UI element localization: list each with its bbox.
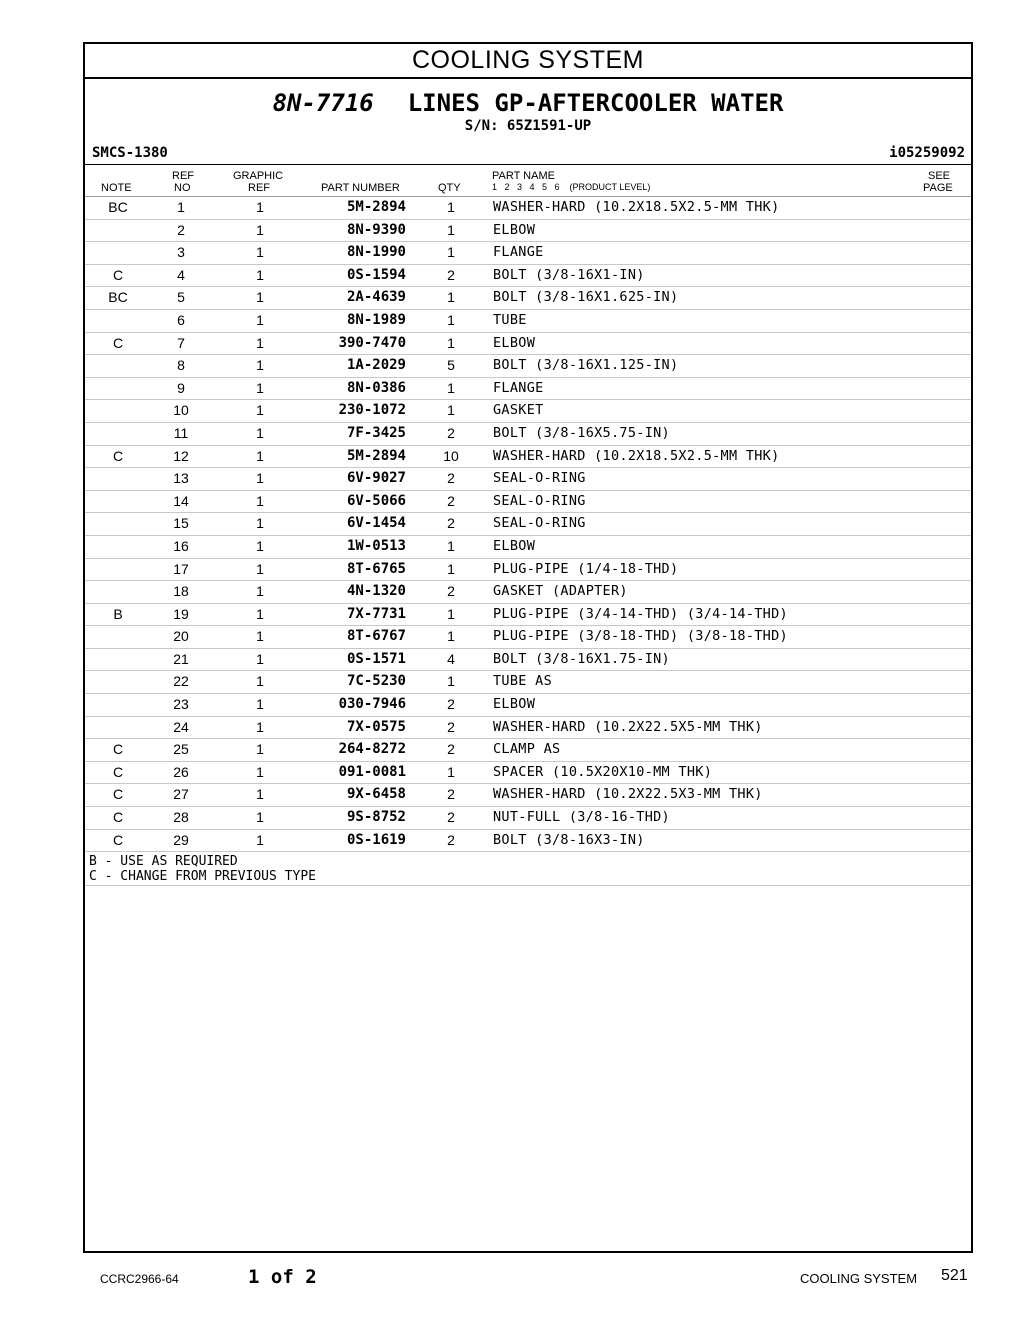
graphic-ref-cell: 1	[256, 763, 264, 780]
qty-cell: 1	[447, 334, 455, 351]
qty-cell: 2	[447, 470, 455, 487]
part-name-cell: WASHER-HARD (10.2X18.5X2.5-MM THK)	[493, 199, 780, 215]
table-row	[85, 671, 971, 694]
table-row	[85, 604, 971, 627]
qty-cell: 1	[447, 673, 455, 690]
ref-no-cell: 6	[177, 311, 185, 328]
part-number-cell: 8N-9390	[346, 221, 406, 238]
graphic-ref-cell: 1	[256, 741, 264, 758]
ref-no-cell: 11	[173, 424, 189, 441]
note-line: C - CHANGE FROM PREVIOUS TYPE	[89, 869, 316, 885]
ref-no-cell: 27	[173, 786, 189, 803]
table-row	[85, 581, 971, 604]
graphic-ref-cell: 1	[256, 515, 264, 532]
ref-no-cell: 9	[177, 379, 185, 396]
part-number-cell: 230-1072	[338, 402, 406, 419]
graphic-ref-cell: 1	[256, 199, 264, 215]
qty-cell: 2	[447, 515, 455, 532]
col-gref-top: GRAPHIC	[233, 170, 284, 182]
table-row	[85, 197, 971, 220]
qty-cell: 1	[447, 763, 455, 780]
serial-number: S/N: 65Z1591-UP	[464, 118, 592, 134]
part-number-cell: 4N-1320	[346, 583, 406, 600]
part-name-cell: BOLT (3/8-16X5.75-IN)	[493, 424, 670, 441]
section-title: COOLING SYSTEM	[85, 44, 971, 79]
footer-section: COOLING SYSTEM	[800, 1271, 918, 1286]
part-number-cell: 0S-1619	[346, 831, 406, 848]
graphic-ref-cell: 1	[256, 809, 264, 826]
table-row	[85, 739, 971, 762]
part-number-cell: 8N-1989	[346, 311, 406, 328]
table-row	[85, 355, 971, 378]
column-header	[85, 165, 971, 197]
ref-no-cell: 2	[177, 221, 185, 238]
qty-cell: 5	[447, 357, 455, 374]
part-name-cell: BOLT (3/8-16X1.625-IN)	[493, 289, 679, 306]
note-cell: C	[112, 447, 124, 464]
part-name-cell: WASHER-HARD (10.2X22.5X5-MM THK)	[493, 718, 763, 735]
part-number-cell: 8T-6765	[346, 560, 406, 577]
part-name-cell: ELBOW	[493, 334, 536, 351]
meta-line	[85, 142, 971, 165]
part-name-cell: SEAL-O-RING	[493, 515, 586, 532]
graphic-ref-cell: 1	[256, 831, 264, 848]
qty-cell: 1	[447, 402, 455, 419]
qty-cell: 2	[447, 718, 455, 735]
qty-cell: 2	[447, 266, 455, 283]
part-name-cell: BOLT (3/8-16X1-IN)	[493, 266, 645, 283]
graphic-ref-cell: 1	[256, 334, 264, 351]
qty-cell: 1	[447, 379, 455, 396]
graphic-ref-cell: 1	[256, 492, 264, 509]
graphic-ref-cell: 1	[256, 650, 264, 667]
table-row	[85, 446, 971, 469]
graphic-ref-cell: 1	[256, 696, 264, 713]
col-qty: QTY	[438, 182, 461, 194]
part-number-cell: 6V-9027	[346, 470, 406, 487]
part-name-cell: WASHER-HARD (10.2X18.5X2.5-MM THK)	[493, 447, 780, 464]
ref-no-cell: 23	[173, 696, 189, 713]
qty-cell: 2	[447, 492, 455, 509]
col-ref-bottom: NO	[174, 182, 191, 194]
part-name-cell: FLANGE	[493, 379, 544, 396]
ref-no-cell: 3	[177, 244, 185, 261]
table-row	[85, 423, 971, 446]
part-name-cell: ELBOW	[493, 537, 536, 554]
part-name-cell: SEAL-O-RING	[493, 470, 586, 487]
graphic-ref-cell: 1	[256, 583, 264, 600]
ref-no-cell: 24	[173, 718, 189, 735]
table-row	[85, 807, 971, 830]
ref-no-cell: 26	[173, 763, 189, 780]
ref-no-cell: 1	[177, 199, 185, 215]
qty-cell: 4	[447, 650, 455, 667]
footer-page-number: 521	[941, 1267, 968, 1284]
note-cell: C	[112, 809, 124, 826]
ref-no-cell: 22	[173, 673, 189, 690]
graphic-ref-cell: 1	[256, 628, 264, 645]
ref-no-cell: 21	[173, 650, 189, 667]
qty-cell: 2	[447, 809, 455, 826]
qty-cell: 1	[447, 628, 455, 645]
graphic-ref-cell: 1	[256, 289, 264, 306]
table-row	[85, 265, 971, 288]
part-name-cell: ELBOW	[493, 221, 536, 238]
ref-no-cell: 13	[173, 470, 189, 487]
part-number-cell: 6V-5066	[346, 492, 406, 509]
note-cell: C	[112, 763, 124, 780]
part-number-cell: 5M-2894	[346, 447, 406, 464]
table-row	[85, 287, 971, 310]
graphic-ref-cell: 1	[256, 673, 264, 690]
graphic-ref-cell: 1	[256, 786, 264, 803]
ref-no-cell: 17	[173, 560, 189, 577]
qty-cell: 2	[447, 424, 455, 441]
notes-legend	[85, 852, 971, 886]
qty-cell: 2	[447, 831, 455, 848]
parts-frame	[83, 42, 973, 1253]
page-footer	[0, 1262, 1020, 1292]
ref-no-cell: 5	[177, 289, 185, 306]
col-note: NOTE	[101, 182, 132, 194]
ref-no-cell: 7	[177, 334, 185, 351]
graphic-ref-cell: 1	[256, 537, 264, 554]
table-row	[85, 310, 971, 333]
table-row	[85, 559, 971, 582]
ref-no-cell: 28	[173, 809, 189, 826]
part-name-cell: NUT-FULL (3/8-16-THD)	[493, 809, 670, 826]
smcs-code: SMCS-1380	[92, 145, 168, 161]
part-name-cell: TUBE	[493, 311, 527, 328]
qty-cell: 2	[447, 583, 455, 600]
part-number-cell: 264-8272	[338, 741, 406, 758]
note-cell: B	[113, 605, 123, 622]
qty-cell: 2	[447, 741, 455, 758]
table-row	[85, 830, 971, 853]
graphic-ref-cell: 1	[256, 357, 264, 374]
part-name-cell: GASKET	[493, 402, 544, 419]
part-name-cell: SPACER (10.5X20X10-MM THK)	[493, 763, 713, 780]
part-name-cell: PLUG-PIPE (1/4-18-THD)	[493, 560, 679, 577]
part-number-cell: 0S-1571	[346, 650, 406, 667]
ref-no-cell: 12	[173, 447, 189, 464]
ref-no-cell: 20	[173, 628, 189, 645]
illustration-id: i05259092	[889, 145, 965, 161]
qty-cell: 1	[447, 289, 455, 306]
table-row	[85, 242, 971, 265]
ref-no-cell: 18	[173, 583, 189, 600]
table-row	[85, 649, 971, 672]
part-number-cell: 7C-5230	[346, 673, 406, 690]
part-number-cell: 9X-6458	[346, 786, 406, 803]
col-see-bottom: PAGE	[923, 182, 953, 194]
table-row	[85, 513, 971, 536]
col-part-number: PART NUMBER	[321, 182, 400, 194]
ref-no-cell: 16	[173, 537, 189, 554]
note-line: B - USE AS REQUIRED	[89, 854, 238, 870]
ref-no-cell: 8	[177, 357, 185, 374]
ref-no-cell: 29	[173, 831, 189, 848]
part-number-cell: 1W-0513	[346, 537, 406, 554]
group-part-number: 8N-7716	[272, 89, 374, 117]
table-row	[85, 784, 971, 807]
graphic-ref-cell: 1	[256, 560, 264, 577]
footer-code: CCRC2966-64	[100, 1272, 179, 1286]
part-name-cell: TUBE AS	[493, 673, 552, 690]
qty-cell: 10	[443, 447, 459, 464]
part-name-cell: BOLT (3/8-16X3-IN)	[493, 831, 645, 848]
part-name-cell: GASKET (ADAPTER)	[493, 583, 628, 600]
part-number-cell: 390-7470	[338, 334, 406, 351]
part-number-cell: 0S-1594	[346, 266, 406, 283]
table-row	[85, 400, 971, 423]
col-ref-top: REF	[172, 170, 194, 182]
table-row	[85, 378, 971, 401]
qty-cell: 1	[447, 244, 455, 261]
graphic-ref-cell: 1	[256, 424, 264, 441]
col-see-top: SEE	[928, 170, 951, 182]
part-name-cell: BOLT (3/8-16X1.75-IN)	[493, 650, 670, 667]
table-row	[85, 220, 971, 243]
group-title	[85, 89, 971, 117]
ref-no-cell: 4	[177, 266, 185, 283]
graphic-ref-cell: 1	[256, 447, 264, 464]
part-number-cell: 7F-3425	[346, 424, 406, 441]
note-cell: BC	[108, 289, 128, 306]
graphic-ref-cell: 1	[256, 718, 264, 735]
part-name-cell: CLAMP AS	[493, 741, 561, 758]
note-cell: BC	[108, 199, 128, 215]
part-number-cell: 2A-4639	[346, 289, 406, 306]
ref-no-cell: 14	[173, 492, 189, 509]
graphic-ref-cell: 1	[256, 311, 264, 328]
qty-cell: 1	[447, 537, 455, 554]
part-number-cell: 091-0081	[338, 763, 406, 780]
qty-cell: 2	[447, 696, 455, 713]
part-number-cell: 8N-0386	[346, 379, 406, 396]
part-name-cell: ELBOW	[493, 696, 536, 713]
footer-page-of: 1 of 2	[248, 1266, 317, 1288]
part-number-cell: 030-7946	[338, 696, 406, 713]
ref-no-cell: 10	[173, 402, 189, 419]
note-cell: C	[112, 266, 124, 283]
ref-no-cell: 25	[173, 741, 189, 758]
note-cell: C	[112, 831, 124, 848]
qty-cell: 1	[447, 199, 455, 215]
parts-list	[85, 197, 971, 852]
part-number-cell: 7X-0575	[346, 718, 406, 735]
note-cell: C	[112, 741, 124, 758]
graphic-ref-cell: 1	[256, 605, 264, 622]
table-row	[85, 468, 971, 491]
group-name: LINES GP-AFTERCOOLER WATER	[407, 89, 784, 117]
col-part-name: PART NAME	[492, 170, 555, 182]
graphic-ref-cell: 1	[256, 244, 264, 261]
part-number-cell: 7X-7731	[346, 605, 406, 622]
note-cell: C	[112, 334, 124, 351]
graphic-ref-cell: 1	[256, 402, 264, 419]
part-number-cell: 5M-2894	[346, 199, 406, 215]
qty-cell: 1	[447, 221, 455, 238]
part-name-cell: PLUG-PIPE (3/8-18-THD) (3/8-18-THD)	[493, 628, 788, 645]
table-row	[85, 694, 971, 717]
part-number-cell: 1A-2029	[346, 357, 406, 374]
col-product-level: 1 2 3 4 5 6 (PRODUCT LEVEL)	[492, 182, 651, 192]
part-number-cell: 8T-6767	[346, 628, 406, 645]
graphic-ref-cell: 1	[256, 221, 264, 238]
ref-no-cell: 15	[173, 515, 189, 532]
qty-cell: 1	[447, 311, 455, 328]
col-gref-bottom: REF	[248, 182, 270, 194]
ref-no-cell: 19	[173, 605, 189, 622]
part-number-cell: 6V-1454	[346, 515, 406, 532]
graphic-ref-cell: 1	[256, 266, 264, 283]
part-name-cell: SEAL-O-RING	[493, 492, 586, 509]
part-name-cell: FLANGE	[493, 244, 544, 261]
table-row	[85, 536, 971, 559]
table-row	[85, 626, 971, 649]
part-number-cell: 8N-1990	[346, 244, 406, 261]
table-row	[85, 717, 971, 740]
part-name-cell: PLUG-PIPE (3/4-14-THD) (3/4-14-THD)	[493, 605, 788, 622]
table-row	[85, 491, 971, 514]
part-number-cell: 9S-8752	[346, 809, 406, 826]
part-name-cell: BOLT (3/8-16X1.125-IN)	[493, 357, 679, 374]
note-cell: C	[112, 786, 124, 803]
table-row	[85, 333, 971, 356]
part-name-cell: WASHER-HARD (10.2X22.5X3-MM THK)	[493, 786, 763, 803]
qty-cell: 1	[447, 605, 455, 622]
graphic-ref-cell: 1	[256, 470, 264, 487]
qty-cell: 2	[447, 786, 455, 803]
qty-cell: 1	[447, 560, 455, 577]
table-row	[85, 762, 971, 785]
graphic-ref-cell: 1	[256, 379, 264, 396]
